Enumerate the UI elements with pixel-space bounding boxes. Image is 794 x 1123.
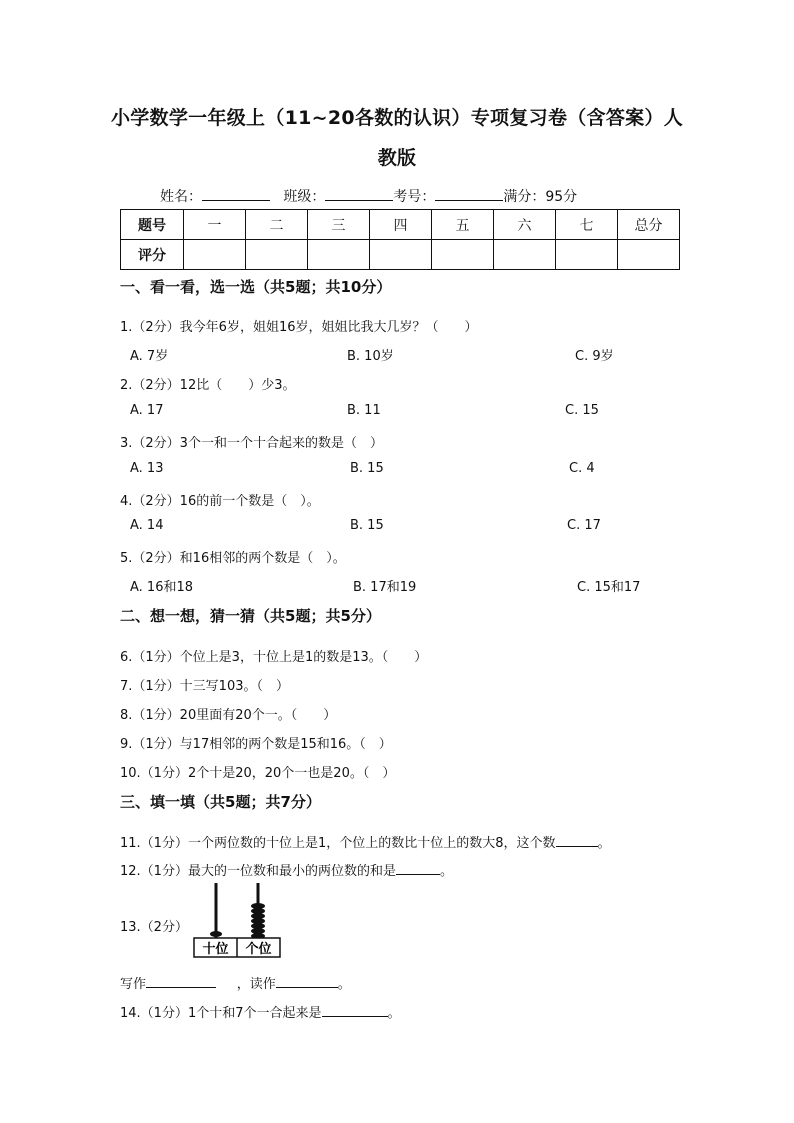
class-label: 班级： (283, 189, 326, 205)
q3-option-b[interactable]: B. 15 (350, 461, 384, 476)
question-11-text: 11.（1分）一个两位数的十位上是1，个位上的数比十位上的数大8，这个数 (120, 836, 556, 851)
question-4: 4.（2分）16的前一个数是（ ）。 (120, 494, 320, 509)
tens-label: 十位 (202, 942, 229, 957)
q1-option-c[interactable]: C. 9岁 (575, 349, 614, 364)
score-cell[interactable] (618, 240, 680, 270)
score-cell[interactable] (556, 240, 618, 270)
question-number-header: 题号 (121, 210, 184, 240)
q4-option-b[interactable]: B. 15 (350, 518, 384, 533)
question-14-text: 14.（1分）1个十和7个一合起来是 (120, 1006, 322, 1021)
question-3: 3.（2分）3个一和一个十合起来的数是（ ） (120, 436, 383, 451)
score-cell[interactable] (308, 240, 370, 270)
score-cell[interactable] (246, 240, 308, 270)
question-13-answers (120, 973, 351, 992)
col-4: 四 (370, 210, 432, 240)
q11-end: 。 (597, 836, 611, 851)
q5-option-b[interactable]: B. 17和19 (353, 580, 417, 595)
question-9: 9.（1分）与17相邻的两个数是15和16。（ ） (120, 737, 392, 752)
col-1: 一 (184, 210, 246, 240)
question-10: 10.（1分）2个十是20，20个一也是20。（ ） (120, 766, 396, 781)
tens-bead (210, 931, 222, 937)
question-12 (120, 860, 453, 879)
col-2: 二 (246, 210, 308, 240)
q4-option-a[interactable]: A. 14 (130, 518, 164, 533)
score-cell[interactable] (494, 240, 556, 270)
q1-option-a[interactable]: A. 7岁 (130, 349, 169, 364)
q11-answer-blank[interactable] (556, 834, 598, 847)
q3-option-a[interactable]: A. 13 (130, 461, 164, 476)
abacus-figure (192, 881, 284, 959)
col-3: 三 (308, 210, 370, 240)
q4-option-c[interactable]: C. 17 (567, 518, 601, 533)
question-7: 7.（1分）十三写103。（ ） (120, 679, 289, 694)
q2-option-a[interactable]: A. 17 (130, 403, 164, 418)
question-12-text: 12.（1分）最大的一位数和最小的两位数的和是 (120, 864, 396, 879)
score-table (120, 209, 680, 270)
exam-no-field[interactable] (435, 186, 503, 201)
q5-option-a[interactable]: A. 16和18 (130, 580, 194, 595)
title-line-1: 小学数学一年级上（11~20各数的认识）专项复习卷（含答案）人 (110, 107, 684, 129)
q12-end: 。 (439, 864, 453, 879)
section-1-title: 一、看一看，选一选（共5题；共10分） (120, 278, 392, 296)
ones-label: 个位 (245, 942, 272, 957)
score-cell[interactable] (432, 240, 494, 270)
q2-option-c[interactable]: C. 15 (565, 403, 599, 418)
q14-end: 。 (387, 1006, 401, 1021)
question-2: 2.（2分）12比（ ）少3。 (120, 378, 296, 393)
question-13: 13.（2分） (120, 920, 188, 935)
score-cell[interactable] (184, 240, 246, 270)
col-6: 六 (494, 210, 556, 240)
col-7: 七 (556, 210, 618, 240)
title-line-2: 教版 (377, 147, 417, 169)
q13-end: 。 (337, 977, 351, 992)
q2-option-b[interactable]: B. 11 (347, 403, 381, 418)
col-total: 总分 (618, 210, 680, 240)
question-14 (120, 1002, 401, 1021)
exam-no-label: 考号： (393, 189, 436, 205)
q5-option-c[interactable]: C. 15和17 (577, 580, 641, 595)
score-row-label: 评分 (121, 240, 184, 270)
q1-option-b[interactable]: B. 10岁 (347, 349, 394, 364)
question-6: 6.（1分）个位上是3，十位上是1的数是13。（ ） (120, 650, 428, 665)
question-1: 1.（2分）我今年6岁，姐姐16岁，姐姐比我大几岁？（ ） (120, 320, 478, 335)
question-8: 8.（1分）20里面有20个一。（ ） (120, 708, 337, 723)
section-2-title: 二、想一想，猜一猜（共5题；共5分） (120, 607, 381, 625)
score-table-score-row (121, 240, 680, 270)
page-title (100, 98, 694, 178)
write-label: 写作 (120, 977, 147, 992)
q14-answer-blank[interactable] (322, 1004, 388, 1017)
class-field[interactable] (325, 186, 393, 201)
student-info-line (160, 186, 577, 206)
section-3-title: 三、填一填（共5题；共7分） (120, 793, 321, 811)
question-11 (120, 832, 611, 851)
name-label: 姓名： (160, 189, 202, 205)
score-cell[interactable] (370, 240, 432, 270)
q3-option-c[interactable]: C. 4 (569, 461, 595, 476)
col-5: 五 (432, 210, 494, 240)
read-label: ，读作 (236, 977, 276, 992)
score-table-header-row (121, 210, 680, 240)
full-score-label: 满分：95分 (503, 189, 578, 205)
name-field[interactable] (202, 186, 270, 201)
q12-answer-blank[interactable] (396, 862, 440, 875)
q13-read-blank[interactable] (276, 975, 338, 988)
question-5: 5.（2分）和16相邻的两个数是（ ）。 (120, 551, 346, 566)
q13-write-blank[interactable] (146, 975, 216, 988)
